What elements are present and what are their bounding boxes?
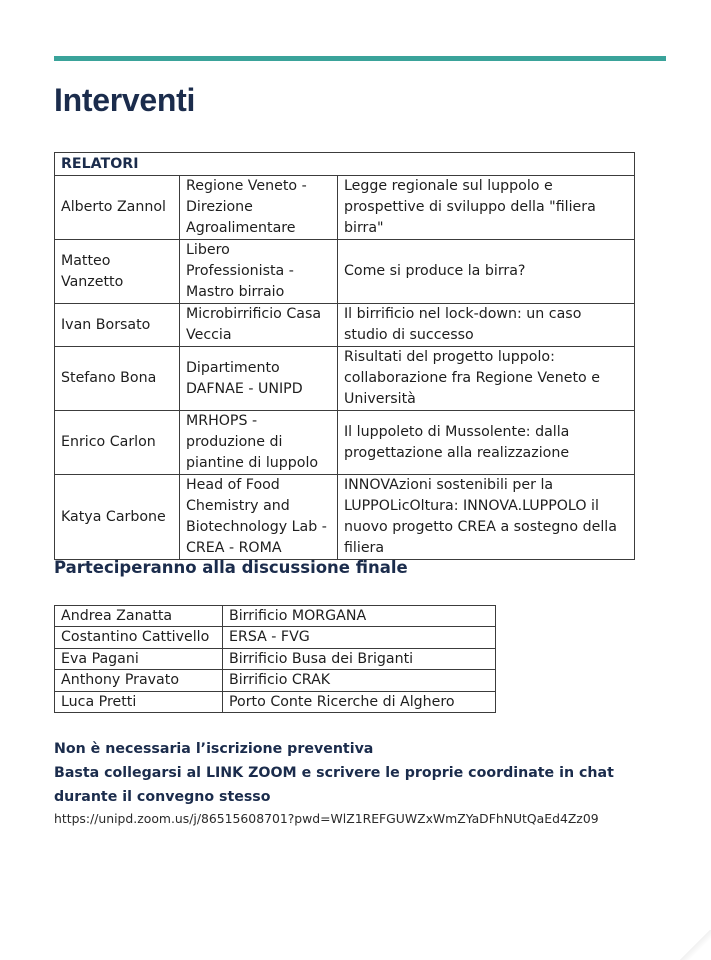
table-row	[55, 347, 635, 411]
zoom-link[interactable]: https://unipd.zoom.us/j/86515608701?pwd=WlZ1REFGUWZxWmZYaDFhNUtQaEd4Zz09	[54, 811, 599, 826]
discussant-name: Andrea Zanatta	[55, 606, 223, 627]
top-accent-rule	[54, 56, 666, 61]
table-row	[55, 411, 635, 475]
speakers-table	[54, 152, 635, 560]
table-row	[55, 627, 496, 648]
speaker-talk-title: INNOVAzioni sostenibili per la LUPPOLicOltura: INNOVA.LUPPOLO il nuovo progetto CREA a sostegno della filiera	[338, 475, 635, 560]
discussion-table	[54, 605, 496, 713]
table-row	[55, 691, 496, 712]
table-row	[55, 304, 635, 347]
speaker-name: Matteo Vanzetto	[55, 240, 180, 304]
discussant-organization: ERSA - FVG	[223, 627, 496, 648]
page-title: Interventi	[54, 82, 196, 118]
speaker-name: Katya Carbone	[55, 475, 180, 560]
registration-note: Non è necessaria l’iscrizione preventiva	[54, 741, 374, 757]
speaker-talk-title: Legge regionale sul luppolo e prospettive di sviluppo della "filiera birra"	[338, 176, 635, 240]
table-row	[55, 240, 635, 304]
discussant-organization: Birrificio Busa dei Briganti	[223, 648, 496, 669]
speaker-talk-title: Come si produce la birra?	[338, 240, 635, 304]
speaker-talk-title: Risultati del progetto luppolo: collaborazione fra Regione Veneto e Università	[338, 347, 635, 411]
speaker-talk-title: Il luppoleto di Mussolente: dalla progettazione alla realizzazione	[338, 411, 635, 475]
table-row	[55, 670, 496, 691]
speaker-talk-title: Il birrificio nel lock-down: un caso studio di successo	[338, 304, 635, 347]
page-corner-fold	[671, 930, 711, 960]
zoom-instructions: Basta collegarsi al LINK ZOOM e scrivere le proprie coordinate in chat durante il convegno stesso	[54, 765, 614, 805]
registration-notes	[54, 737, 674, 829]
speaker-organization: Regione Veneto - Direzione Agroalimentare	[180, 176, 338, 240]
discussion-section-title: Parteciperanno alla discussione finale	[54, 558, 408, 577]
speaker-organization: Libero Professionista - Mastro birraio	[180, 240, 338, 304]
speaker-organization: Head of Food Chemistry and Biotechnology Lab - CREA - ROMA	[180, 475, 338, 560]
discussant-name: Luca Pretti	[55, 691, 223, 712]
table-row	[55, 648, 496, 669]
speaker-name: Alberto Zannol	[55, 176, 180, 240]
discussant-name: Costantino Cattivello	[55, 627, 223, 648]
speaker-organization: Dipartimento DAFNAE - UNIPD	[180, 347, 338, 411]
table-row	[55, 176, 635, 240]
speaker-name: Ivan Borsato	[55, 304, 180, 347]
speaker-name: Stefano Bona	[55, 347, 180, 411]
table-row	[55, 606, 496, 627]
discussant-organization: Birrificio MORGANA	[223, 606, 496, 627]
discussant-organization: Porto Conte Ricerche di Alghero	[223, 691, 496, 712]
speaker-organization: MRHOPS - produzione di piantine di luppolo	[180, 411, 338, 475]
speaker-organization: Microbirrificio Casa Veccia	[180, 304, 338, 347]
discussant-name: Anthony Pravato	[55, 670, 223, 691]
speakers-table-header: RELATORI	[55, 153, 635, 176]
discussant-organization: Birrificio CRAK	[223, 670, 496, 691]
discussant-name: Eva Pagani	[55, 648, 223, 669]
speaker-name: Enrico Carlon	[55, 411, 180, 475]
table-row	[55, 475, 635, 560]
